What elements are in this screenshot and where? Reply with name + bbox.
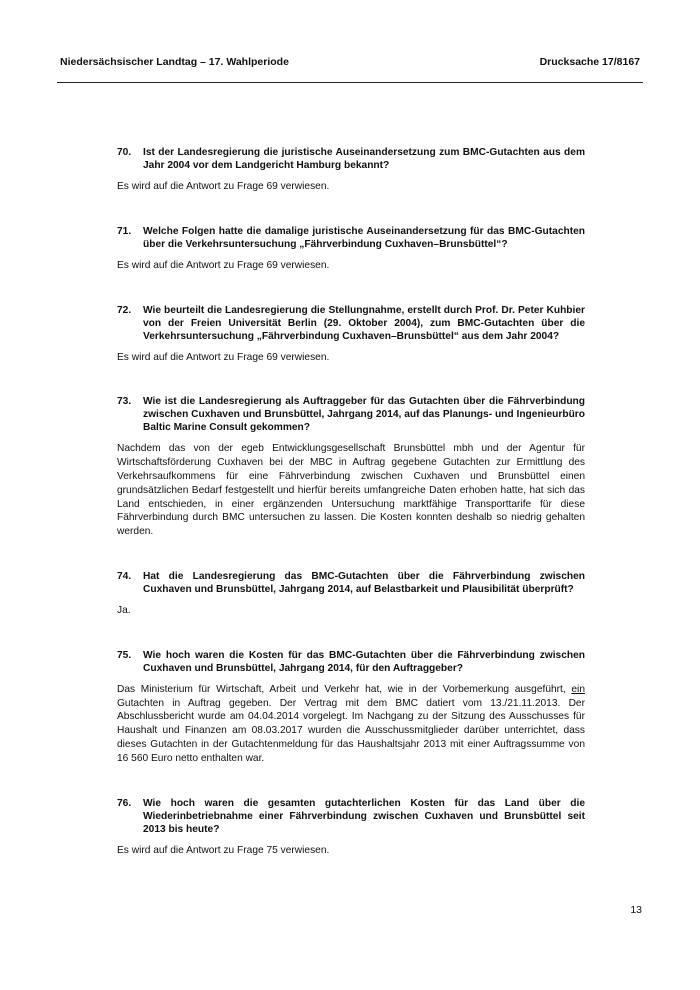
answer-text: [117, 683, 585, 766]
question-text: Wie hoch waren die gesamten gutachterlichen Kosten für das Land über die Wiederinbetriebnahme einer Fährverbindung zwischen Cuxhaven und Brunsbüttel seit 2013 bis heute?: [143, 797, 585, 835]
question-number: 70.: [117, 147, 132, 158]
answer-text: Es wird auf die Antwort zu Frage 69 verwiesen.: [117, 181, 330, 192]
answer-underlined-word: ein: [571, 683, 585, 695]
qa-item-70: [117, 146, 585, 194]
qa-item-76: [117, 797, 585, 858]
question: [117, 395, 585, 434]
qa-item-73: [117, 395, 585, 539]
question-number: 75.: [117, 649, 132, 661]
question: [117, 146, 585, 172]
page-number: 13: [630, 904, 642, 916]
question-number: 74.: [117, 570, 132, 582]
question-number: 72.: [117, 304, 132, 316]
qa-list: [117, 146, 585, 888]
question: [117, 797, 585, 836]
answer-text-start: Das Ministerium für Wirtschaft, Arbeit und Verkehr hat, wie in der Vorbemerkung ausgeführt,: [117, 683, 572, 695]
question-text: Wie ist die Landesregierung als Auftraggeber für das Gutachten über die Fährverbindung zwischen Cuxhaven und Brunsbüttel, Jahrgang 2014, auf das Planungs- und Ingenieurbüro Baltic Marine Consult gekommen?: [143, 396, 585, 434]
question-text: Wie hoch waren die Kosten für das BMC-Gutachten über die Fährverbindung zwischen Cuxhaven und Brunsbüttel, Jahrgang 2014, für den Auftraggeber?: [143, 649, 585, 674]
question-text: Hat die Landesregierung das BMC-Gutachten über die Fährverbindung zwischen Cuxhaven und Brunsbüttel, Jahrgang 2014, auf Belastbarkeit und Plausibilität überprüft?: [143, 570, 585, 595]
answer-text-end: Gutachten in Auftrag gegeben. Der Vertrag mit dem BMC datiert vom 13./21.11.2013. Der Abschlussbericht wurde am 04.04.2014 vorgelegt. Im Nachgang zu der Sitzung des Ausschusses für Haushalt und Finanzen am 08.03.2017 wurden die Ausschussmitglieder darüber unterrichtet, dass dieses Gutachten in der Gutachtenmeldung für das Haushaltsjahr 2013 mit einer Auftragssumme von 16 560 Euro netto enthalten war.: [117, 697, 585, 764]
answer-text: Nachdem das von der egeb Entwicklungsgesellschaft Brunsbüttel mbh und der Agentur für Wirtschaftsförderung Cuxhaven bei der MBC in Auftrag gegebene Gutachten zur Ermittlung des Verkehrsaufkommens für eine Fährverbindung zwischen Cuxhaven und Brunsbüttel einen grundsätzlichen Bedarf festgestellt und hierfür bereits umfangreiche Daten erhoben hatte, hat sich das Land entschieden, in einer ergänzenden Untersuchung marktfähige Transporttarife für diese Fährverbindung durch BMC untersuchen zu lassen. Die Kosten konnten deshalb so niedrig gehalten werden.: [117, 443, 585, 538]
question-number: 76.: [117, 797, 132, 809]
question: [117, 304, 585, 343]
qa-item-74: [117, 570, 585, 618]
question-text: Wie beurteilt die Landesregierung die Stellungnahme, erstellt durch Prof. Dr. Peter Kuhbier von der Freien Universität Berlin (29. Oktober 2004), zum BMC-Gutachten über die Verkehrsuntersuchung „Fährverbindung Cuxhaven–Brunsbüttel“ aus dem Jahr 2004?: [143, 304, 585, 342]
answer-text: Es wird auf die Antwort zu Frage 75 verwiesen.: [117, 844, 330, 856]
qa-item-75: [117, 649, 585, 766]
header-parliament: Niedersächsischer Landtag – 17. Wahlperiode: [60, 56, 289, 68]
question-number: 71.: [117, 225, 132, 237]
question: [117, 225, 585, 251]
question-text: Ist der Landesregierung die juristische Auseinandersetzung zum BMC-Gutachten aus dem Jahr 2004 vor dem Landgericht Hamburg bekannt?: [143, 147, 585, 171]
page-header: [60, 56, 640, 68]
qa-item-71: [117, 225, 585, 273]
header-divider: [57, 82, 643, 83]
question-text: Welche Folgen hatte die damalige juristische Auseinandersetzung für das BMC-Gutachten über die Verkehrsuntersuchung „Fährverbindung Cuxhaven–Brunsbüttel“?: [143, 225, 585, 250]
question-number: 73.: [117, 396, 132, 408]
header-document-number: Drucksache 17/8167: [539, 56, 640, 68]
question: [117, 570, 585, 596]
answer-text: Es wird auf die Antwort zu Frage 69 verwiesen.: [117, 259, 330, 271]
answer-text: Es wird auf die Antwort zu Frage 69 verwiesen.: [117, 351, 330, 363]
answer-text: Ja.: [117, 604, 131, 616]
qa-item-72: [117, 304, 585, 365]
question: [117, 649, 585, 675]
